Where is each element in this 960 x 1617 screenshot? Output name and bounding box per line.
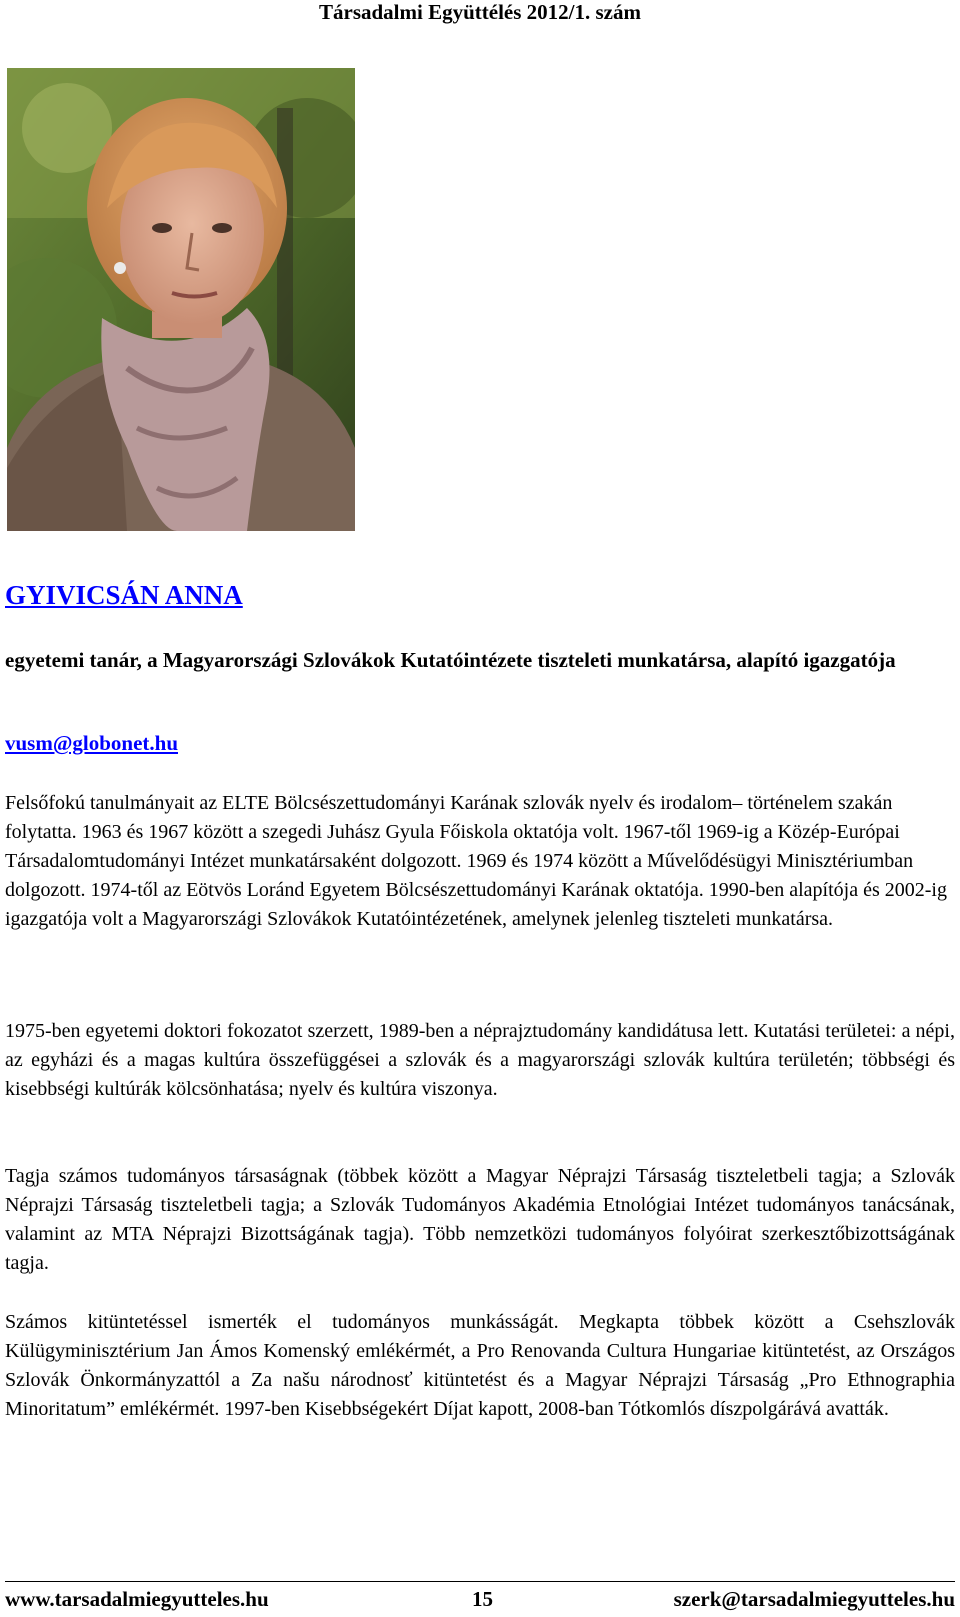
email-link[interactable]: vusm@globonet.hu <box>5 731 178 755</box>
page-number: 15 <box>472 1587 493 1611</box>
person-name-link[interactable]: GYIVICSÁN ANNA <box>5 580 243 610</box>
bio-paragraph-memberships: Tagja számos tudományos társaságnak (többek között a Magyar Néprajzi Társaság tiszteletbeli tagja; a Szlovák Néprajzi Társaság tiszteletbeli tagja; a Szlovák Tudományos Akadémia Etnológiai Intézet tudományos tanácsának, valamint az MTA Néprajzi Bizottságának tagja). Több nemzetközi tudományos folyóirat szerkesztőbizottságának tagja. <box>5 1165 955 1274</box>
footer-website[interactable]: www.tarsadalmiegyutteles.hu <box>5 1587 269 1611</box>
footer-divider <box>5 1581 955 1582</box>
bio-paragraph-education: Felsőfokú tanulmányait az ELTE Bölcsészettudományi Karának szlovák nyelv és irodalom– történelem szakán folytatta. 1963 és 1967 között a szegedi Juhász Gyula Főiskola oktatója volt. 1967-től 1969-ig a Közép-Európai Társadalomtudományi Intézet munkatársaként dolgozott. 1969 és 1974 között a Művelődésügyi Minisztériumban dolgozott. 1974-től az Eötvös Loránd Egyetem Bölcsészettudományi Karának oktatója. 1990-ben alapítója és 2002-ig igazgatója volt a Magyarországi Szlovákok Kutatóintézetének, amelynek jelenleg tiszteleti munkatársa. <box>5 792 947 930</box>
page-footer <box>5 1585 955 1613</box>
bio-paragraph-research: 1975-ben egyetemi doktori fokozatot szerzett, 1989-ben a néprajztudomány kandidátusa lett. Kutatási területei: a népi, az egyházi és a magas kultúra összefüggései a szlovák és a magyarországi szlovák kultúra területén; többségi és kisebbségi kultúrák kölcsönhatása; nyelv és kultúra viszonya. <box>5 1020 955 1100</box>
footer-email[interactable]: szerk@tarsadalmiegyutteles.hu <box>673 1587 955 1611</box>
journal-header: Társadalmi Együttélés 2012/1. szám <box>319 0 641 24</box>
portrait-photo <box>7 68 355 531</box>
bio-paragraph-awards: Számos kitüntetéssel ismerték el tudományos munkásságát. Megkapta többek között a Csehszlovák Külügyminisztérium Jan Ámos Komenský emlékérmét, a Pro Renovanda Cultura Hungariae kitüntetést, az Országos Szlovák Önkormányzattól a Za našu národnosť kitüntetést és a Magyar Néprajzi Társaság „Pro Ethnographia Minoritatum” emlékérmét. 1997-ben Kisebbségekért Díjat kapott, 2008-ban Tótkomlós díszpolgárává avatták. <box>5 1311 955 1420</box>
person-title: egyetemi tanár, a Magyarországi Szlovákok Kutatóintézete tiszteleti munkatársa, alapító igazgatója <box>5 648 896 672</box>
